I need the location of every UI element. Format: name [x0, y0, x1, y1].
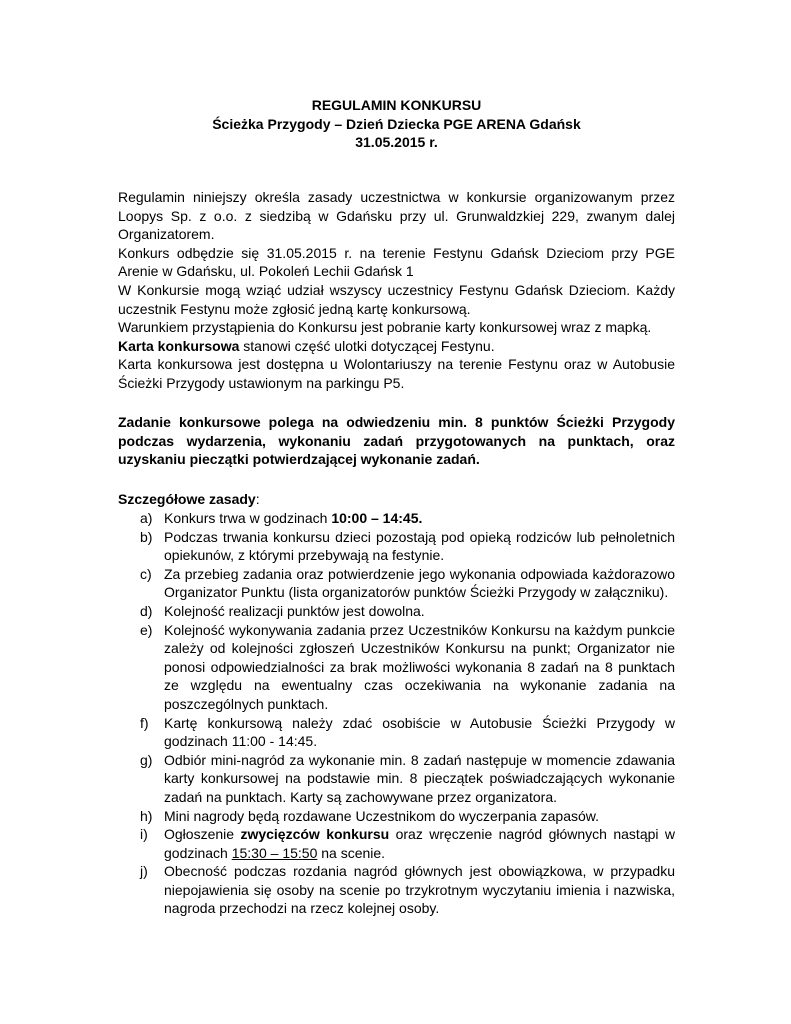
rule-text: Za przebieg zadania oraz potwierdzenie jego wykonania odpowiada każdorazowo Organizator Punktu (lista organizatorów punktów Ścieżki Przygody w załączniku). [164, 565, 675, 601]
details-heading-text: Szczegółowe zasady [118, 491, 256, 507]
rule-time-bold: 10:00 – 14:45. [331, 510, 423, 526]
rule-marker: e) [140, 621, 153, 638]
rule-marker: b) [140, 528, 153, 545]
rule-text-cont: oraz wręczenie nagród głównych nastąpi w godzinach [164, 826, 675, 861]
rule-item-h [118, 807, 675, 826]
intro-paragraph-organizer: Regulamin niniejszy określa zasady uczestnictwa w konkursie organizowanym przez Loopys Sp. z o.o. z siedzibą w Gdańsku przy ul. Grunwaldzkiej 229, zwanym dalej Organizatorem. [118, 189, 675, 243]
rule-item-i [118, 825, 675, 862]
details-heading-colon: : [255, 491, 260, 507]
rule-text: Mini nagrody będą rozdawane Uczestnikom do wyczerpania zapasów. [164, 807, 600, 824]
rule-text-end: na scenie. [317, 844, 386, 861]
rule-item-e [118, 621, 675, 714]
rule-item-a [118, 509, 675, 528]
rule-text: Konkurs trwa w godzinach [164, 510, 332, 526]
rule-item-b [118, 528, 675, 565]
rule-marker: g) [140, 751, 153, 768]
rule-text: Obecność podczas rozdania nagród głównych jest obowiązkowa, w przypadku niepojawienia się osoby na scenie po trzykrotnym wyczytaniu imienia i nazwiska, nagroda przechodzi na rzecz kolejnej osoby. [164, 863, 675, 917]
rule-marker: h) [140, 807, 153, 824]
rule-text: Kolejność wykonywania zadania przez Uczestników Konkursu na każdym punkcie zależy od kolejności zgłoszeń Uczestników Konkursu na punkt; Organizator nie ponosi odpowiedzialności za brak możliwości wykonania 8 zadań na 8 punktach ze względu na ewentualny czas oczekiwania na wykonanie zadania na poszczególnych punktach. [164, 621, 675, 712]
rule-marker: a) [140, 510, 153, 526]
document-header [118, 96, 675, 152]
rule-marker: i) [140, 826, 148, 843]
rule-marker: c) [140, 565, 152, 582]
rule-item-j [118, 862, 675, 918]
intro-paragraph-location: Konkurs odbędzie się 31.05.2015 r. na terenie Festynu Gdańsk Dzieciom przy PGE Arenie w Gdańsku, ul. Pokoleń Lechii Gdańsk 1 [118, 244, 675, 280]
rule-text: Ogłoszenie [164, 826, 241, 843]
intro-paragraph-availability: Karta konkursowa jest dostępna u Wolontariuszy na terenie Festynu oraz w Autobusie Ścieżki Przygody ustawionym na parkingu P5. [118, 356, 675, 391]
rule-text: Podczas trwania konkursu dzieci pozostają pod opieką rodziców lub pełnoletnich opiekunów, z którymi przebywają na festynie. [164, 528, 675, 564]
document-subtitle: Ścieżka Przygody – Dzień Dziecka PGE ARENA Gdańsk [212, 115, 581, 132]
rule-item-d [118, 602, 675, 621]
rule-text: Kartę konkursową należy zdać osobiście w Autobusie Ścieżki Przygody w godzinach 11:00 - 14:45. [164, 714, 675, 750]
ceremony-time-underlined: 15:30 – 15:50 [231, 844, 318, 861]
rule-item-c [118, 565, 675, 602]
rule-marker: d) [140, 602, 153, 619]
intro-paragraph-participants: W Konkursie mogą wziąć udział wszyscy uczestnicy Festynu Gdańsk Dzieciom. Każdy uczestnik Festynu może zgłosić jedną kartę konkursową. [118, 281, 675, 317]
intro-paragraph-condition: Warunkiem przystąpienia do Konkursu jest pobranie karty konkursowej wraz z mapką. [118, 319, 652, 336]
card-description: stanowi część ulotki dotyczącej Festynu. [239, 337, 495, 354]
card-bold-label: Karta konkursowa [118, 337, 240, 354]
rules-list [118, 509, 675, 918]
winners-bold: zwycięzców konkursu [240, 826, 390, 843]
details-heading [118, 490, 260, 509]
rule-marker: j) [140, 863, 148, 880]
document-title: REGULAMIN KONKURSU [311, 97, 482, 113]
rule-marker: f) [140, 714, 149, 731]
document-date: 31.05.2015 r. [355, 134, 438, 151]
task-description: Zadanie konkursowe polega na odwiedzeniu min. 8 punktów Ścieżki Przygody podczas wydarzenia, wykonaniu zadań przygotowanych na punktach, oraz uzyskaniu pieczątki potwierdzającej wykonanie zadań. [118, 414, 675, 468]
rule-text: Odbiór mini-nagród za wykonanie min. 8 zadań następuje w momencie zdawania karty konkursowej na podstawie min. 8 pieczątek poświadczających wykonanie zadań na punktach. Karty są zachowywane przez organizatora. [164, 751, 675, 805]
rule-text: Kolejność realizacji punktów jest dowolna. [164, 602, 425, 619]
intro-paragraph-card [118, 337, 675, 356]
rule-item-f [118, 714, 675, 751]
rule-item-g [118, 751, 675, 807]
intro-section [118, 188, 675, 393]
